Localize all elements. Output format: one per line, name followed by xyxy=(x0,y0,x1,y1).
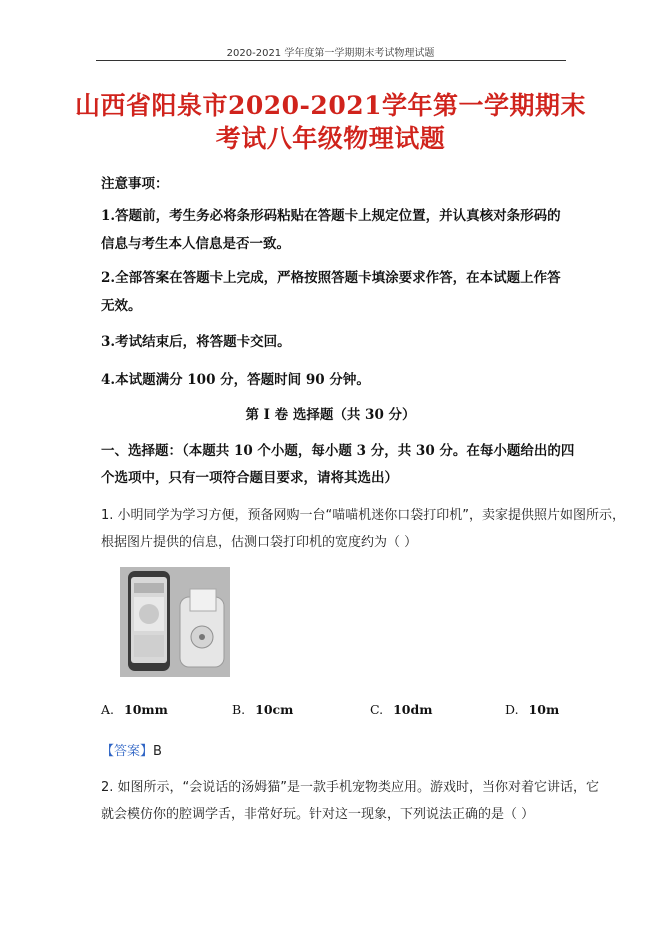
doc-title-line1: 山西省阳泉市2020-2021学年第一学期期末 xyxy=(74,91,587,120)
option-letter: C. xyxy=(370,702,384,717)
q1-answer xyxy=(101,740,162,759)
printer-photo-illustration xyxy=(120,567,230,677)
notice-item1-line2: 信息与考生本人信息是否一致。 xyxy=(101,236,290,252)
option-value: 10mm xyxy=(124,702,168,717)
option-letter: A. xyxy=(101,702,115,717)
notice-item4: 4.本试题满分 100 分，答题时间 90 分钟。 xyxy=(101,372,370,388)
page-header: 2020-2021 学年度第一学期期末考试物理试题 xyxy=(226,48,435,59)
option-letter: D. xyxy=(505,702,519,717)
notice-item2-line1: 2.全部答案在答题卡上完成，严格按照答题卡填涂要求作答，在本试题上作答 xyxy=(101,270,561,286)
q1-option-c[interactable] xyxy=(370,702,432,717)
option-letter: B. xyxy=(232,702,246,717)
header-divider xyxy=(96,60,566,61)
q1-stem-line1: 1. 小明同学为学习方便，预备网购一台“喵喵机迷你口袋打印机”，卖家提供照片如图所示， xyxy=(101,508,626,523)
section-title: 第 I 卷 选择题（共 30 分） xyxy=(245,407,416,423)
notice-item2-line2: 无效。 xyxy=(101,298,142,314)
printer-photo xyxy=(120,567,230,677)
q2-stem-line2: 就会模仿你的腔调学舌，非常好玩。针对这一现象，下列说法正确的是（ ） xyxy=(101,807,535,822)
q1-option-a[interactable] xyxy=(101,702,168,717)
q1-option-b[interactable] xyxy=(232,702,293,717)
answer-value: B xyxy=(153,744,162,759)
option-value: 10dm xyxy=(393,702,433,717)
q2-stem-line1: 2. 如图所示，“会说话的汤姆猫”是一款手机宠物类应用。游戏时，当你对着它讲话，它 xyxy=(101,780,600,795)
option-value: 10m xyxy=(528,702,560,717)
notice-item3: 3.考试结束后，将答题卡交回。 xyxy=(101,334,291,350)
part1-instruction-line2: 个选项中，只有一项符合题目要求，请将其选出） xyxy=(101,470,398,486)
q1-option-d[interactable] xyxy=(505,702,559,717)
notice-item1-line1: 1.答题前，考生务必将条形码粘贴在答题卡上规定位置，并认真核对条形码的 xyxy=(101,208,561,224)
notice-heading: 注意事项： xyxy=(101,176,169,192)
option-value: 10cm xyxy=(255,702,294,717)
q1-stem-line2: 根据图片提供的信息，估测口袋打印机的宽度约为（ ） xyxy=(101,535,418,550)
part1-instruction-line1: 一、选择题：（本题共 10 个小题，每小题 3 分，共 30 分。在每小题给出的四 xyxy=(101,443,575,459)
answer-tag: 【答案】 xyxy=(101,744,154,759)
doc-title-line2: 考试八年级物理试题 xyxy=(215,124,446,153)
